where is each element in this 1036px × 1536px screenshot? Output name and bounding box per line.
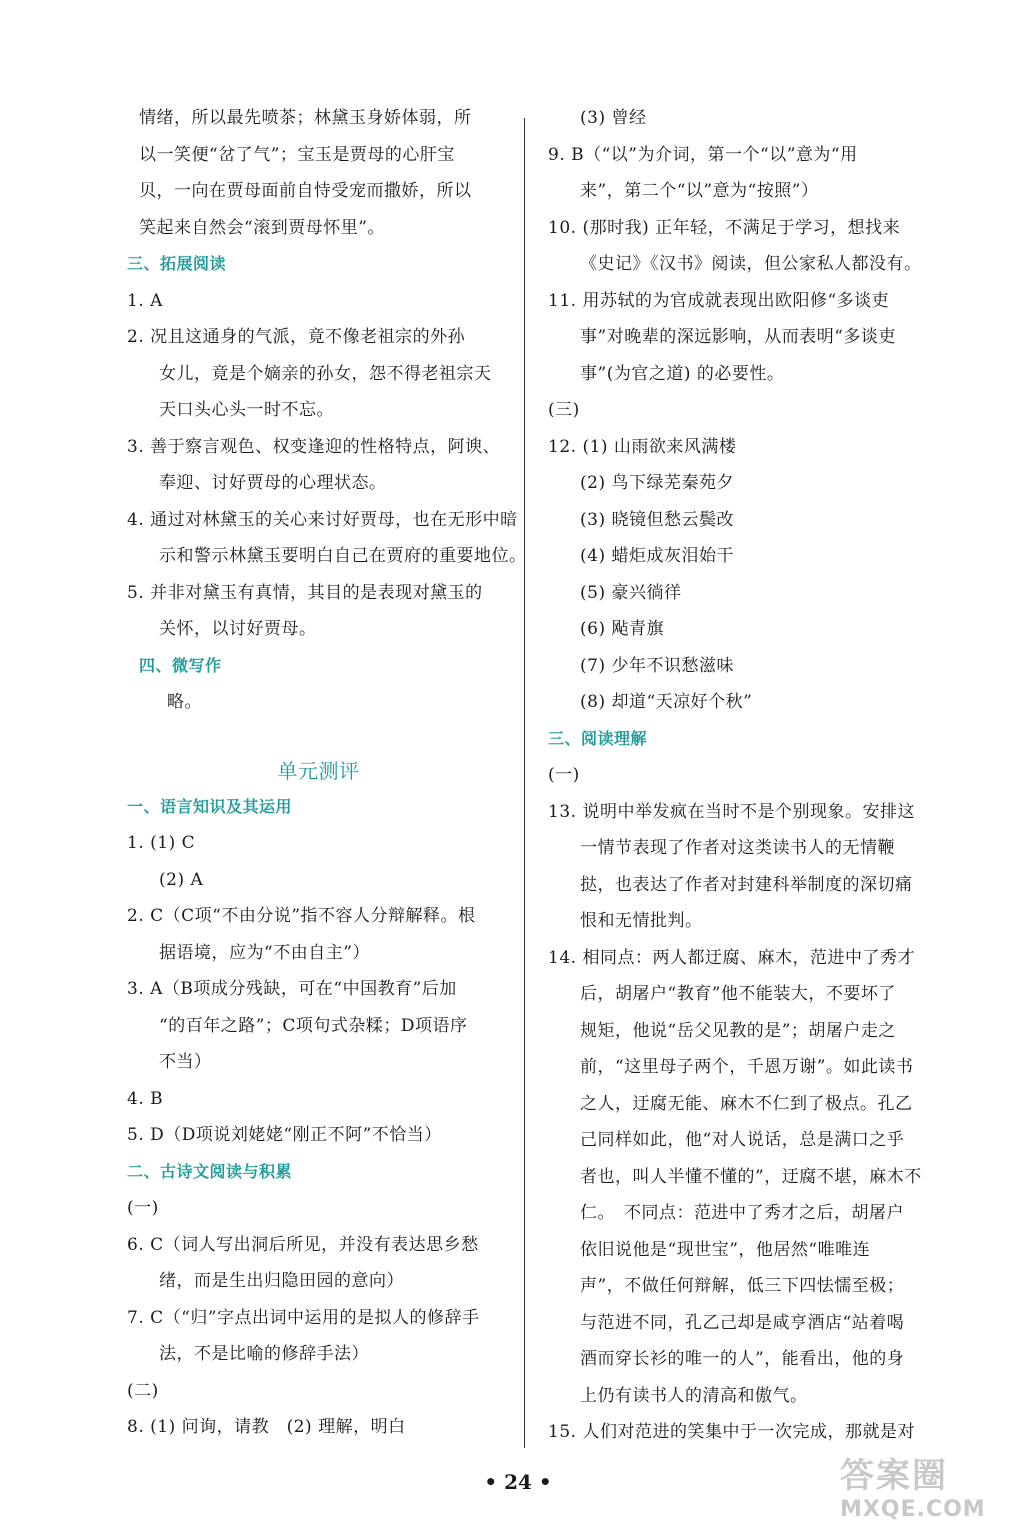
answer-line: 3. A（B项成分残缺，可在“中国教育”后加 [127, 979, 457, 999]
answer-line: (一) [127, 1198, 159, 1218]
answer-line: 5. D（D项说刘姥姥“刚正不阿”不恰当） [127, 1125, 442, 1145]
answer-line: 绪，而是生出归隐田园的意向） [159, 1271, 404, 1291]
answer-line: (3) 晓镜但愁云鬓改 [580, 509, 734, 530]
answer-line: 2. 况且这通身的气派，竟不像老祖宗的外孙 [127, 327, 466, 347]
answer-line: (2) 鸟下绿芜秦苑夕 [580, 473, 734, 493]
answer-line: (8) 却道“天凉好个秋” [580, 692, 753, 712]
answer-line: 14. 相同点：两人都迂腐、麻木，范进中了秀才 [548, 947, 915, 968]
watermark-logo [840, 1448, 1020, 1533]
answer-line: 法，不是比喻的修辞手法） [159, 1344, 369, 1364]
answer-line: 4. B [127, 1088, 164, 1109]
answer-line: 事”对晚辈的深远影响，从而表明“多谈吏 [580, 327, 896, 347]
answer-line: (2) A [159, 869, 204, 890]
answer-line: 笑起来自然会“滚到贾母怀里”。 [139, 217, 385, 238]
left-column [127, 100, 527, 1446]
answer-line: 1. (1) C [127, 833, 196, 853]
column-divider [524, 118, 525, 1448]
answer-line: 9. B（“以”为介词，第一个“以”意为“用 [548, 144, 858, 165]
answer-line: 13. 说明中举发疯在当时不是个别现象。安排这 [548, 801, 915, 822]
section-heading: 四、微写作 [139, 655, 222, 675]
answer-line: 酒而穿长衫的唯一的人”，能看出，他的身 [580, 1349, 905, 1369]
answer-line: 贝，一向在贾母面前自恃受宠而撒娇，所以 [139, 181, 472, 201]
answer-line [127, 721, 510, 741]
answer-line: 奉迎、讨好贾母的心理状态。 [159, 473, 387, 493]
answer-line: 后，胡屠户“教育”他不能装大，不要坏了 [580, 984, 896, 1004]
answer-line: 关怀，以讨好贾母。 [159, 619, 317, 639]
answer-line: 规矩，他说“岳父见教的是”；胡屠户走之 [580, 1020, 896, 1041]
answer-line: 以一笑便“岔了气”；宝玉是贾母的心肝宝 [139, 144, 455, 165]
answer-line: 上仍有读书人的清高和傲气。 [580, 1385, 808, 1406]
answer-line: 声”，不做任何辩解，低三下四怯懦至极； [580, 1276, 905, 1296]
answer-line: 己同样如此，他“对人说话，总是满口之乎 [580, 1130, 905, 1150]
answer-line: 一情节表现了作者对这类读书人的无情鞭 [580, 838, 895, 858]
answer-line: 11. 用苏轼的为官成就表现出欧阳修“多谈吏 [548, 290, 890, 311]
section-heading: 一、语言知识及其运用 [127, 796, 293, 816]
answer-line: 依旧说他是“现世宝”，他居然“唯唯连 [580, 1239, 871, 1260]
answer-line: 示和警示林黛玉要明白自己在贾府的重要地位。 [159, 546, 527, 566]
answer-line: 《史记》《汉书》阅读，但公家私人都没有。 [580, 254, 922, 274]
answer-line: (三) [548, 400, 580, 420]
answer-line: 不当） [159, 1052, 212, 1072]
section-title: 单元测评 [277, 758, 360, 783]
answer-line: 恨和无情批判。 [580, 911, 703, 931]
watermark-text: 答案圈 [840, 1456, 948, 1496]
answer-line: 前，“这里母子两个，千恩万谢”。如此读书 [580, 1057, 914, 1077]
answer-line: (一) [548, 765, 580, 785]
answer-line: 来”，第二个“以”意为“按照”） [580, 181, 819, 201]
answer-line: 7. C（“归”字点出词中运用的是拟人的修辞手 [127, 1307, 480, 1328]
answer-line: 6. C（词人写出洞后所见，并没有表达思乡愁 [127, 1234, 479, 1255]
answer-line: 天口头心头一时不忘。 [159, 400, 334, 420]
page-number: • 24 • [484, 1470, 552, 1494]
answer-line: 女儿，竟是个嫡亲的孙女，怨不得老祖宗天 [159, 363, 492, 384]
section-heading: 二、古诗文阅读与积累 [127, 1161, 293, 1181]
answer-line: 4. 通过对林黛玉的关心来讨好贾母，也在无形中暗 [127, 509, 518, 530]
answer-line: 情绪，所以最先喷茶；林黛玉身娇体弱，所 [139, 108, 472, 128]
answer-line: 12. (1) 山雨欲来风满楼 [548, 436, 737, 457]
answer-line: “的百年之路”；C项句式杂糅；D项语序 [159, 1015, 468, 1036]
answer-line: 仁。 不同点：范进中了秀才之后，胡屠户 [580, 1203, 904, 1223]
right-column [548, 100, 943, 1451]
answer-line: 2. C（C项“不由分说”指不容人分辩解释。根 [127, 906, 476, 926]
answer-line: 1. A [127, 290, 163, 311]
answer-line: 挞，也表达了作者对封建科举制度的深切痛 [580, 874, 913, 895]
section-heading: 三、拓展阅读 [127, 254, 227, 273]
answer-line: 与范进不同，孔乙己却是咸亨酒店“站着喝 [580, 1312, 905, 1333]
answer-line: (二) [127, 1380, 159, 1401]
answer-line: (3) 曾经 [580, 108, 647, 128]
answer-line: (6) 飐青旗 [580, 619, 664, 639]
answer-line: 8. (1) 问询，请教 (2) 理解，明白 [127, 1417, 406, 1437]
answer-line: 略。 [167, 692, 202, 712]
answer-line: 据语境，应为“不由自主”） [159, 942, 370, 963]
answer-line: 事”(为官之道) 的必要性。 [580, 363, 785, 384]
answer-line: 之人，迂腐无能、麻木不仁到了极点。孔乙 [580, 1093, 913, 1114]
answer-line: 10. (那时我) 正年轻，不满足于学习，想找来 [548, 217, 901, 238]
answer-line: 3. 善于察言观色、权变逢迎的性格特点，阿谀、 [127, 436, 501, 457]
watermark-url: MXQE.COM [840, 1497, 986, 1522]
answer-line: 5. 并非对黛玉有真情，其目的是表现对黛玉的 [127, 582, 483, 603]
answer-line: 15. 人们对范进的笑集中于一次完成，那就是对 [548, 1422, 915, 1442]
answer-line: 者也，叫人半懂不懂的”，迂腐不堪，麻木不 [580, 1166, 922, 1187]
answer-line: (4) 蜡炬成灰泪始干 [580, 546, 734, 566]
answer-line: (7) 少年不识愁滋味 [580, 655, 734, 676]
section-heading: 三、阅读理解 [548, 728, 648, 748]
answer-line: (5) 豪兴徜徉 [580, 582, 682, 603]
